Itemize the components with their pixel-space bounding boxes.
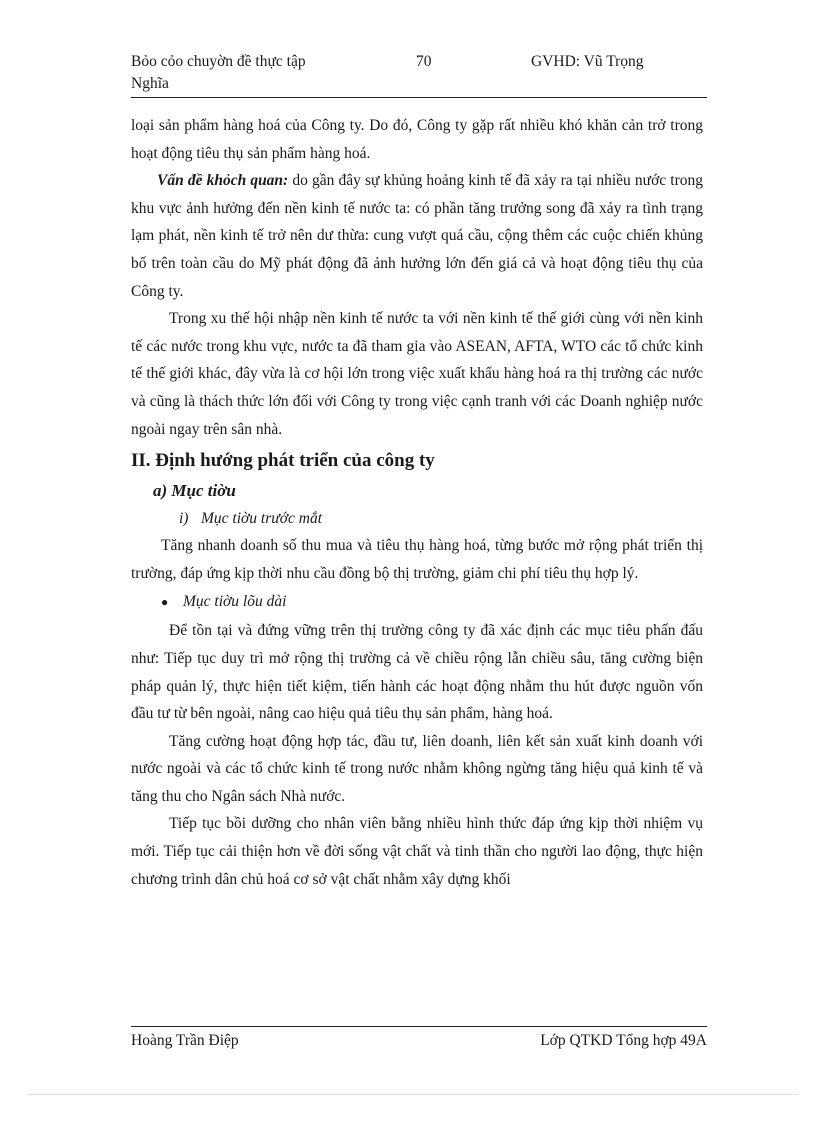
paragraph-training: Tiếp tục bồi dưỡng cho nhân viên bằng nhiều hình thức đáp ứng kịp thời nhiệm vụ mới. Tiếp tục cải thiện hơn về đời sống vật chất và tinh thần cho người lao động, thực hiện chương trình dân chủ hoá cơ sở vật chất nhằm xây dựng khối [131, 815, 703, 888]
header-supervisor: GVHD: Vũ Trọng [531, 53, 644, 70]
item-short-term-heading [131, 505, 703, 532]
paragraph-short-term-goals: Tăng nhanh doanh số thu mua và tiêu thụ hàng hoá, từng bước mở rộng phát triển thị trường, đáp ứng kịp thời nhu cầu đồng bộ thị trường, giảm chi phí tiêu thụ hợp lý. [131, 537, 703, 582]
subsection-heading: a) Mục tiờu [153, 481, 236, 501]
paragraph-integration: Trong xu thế hội nhập nền kinh tế nước ta với nền kinh tế thế giới cùng với nền kinh tế các nước trong khu vực, nước ta đã tham gia vào ASEAN, AFTA, WTO các tổ chức kinh tế thế giới khác, đây vừa là cơ hội lớn trong việc xuất khẩu hàng hoá ra thị trường các nước và cũng là thách thức lớn đối với Công ty trong việc cạnh tranh với các Doanh nghiệp nước ngoài ngay trên sân nhà. [131, 310, 703, 438]
header-page-number: 70 [416, 53, 432, 70]
page-header [131, 51, 707, 95]
header-divider [131, 97, 707, 98]
item-title: Mục tiờu trước mắt [201, 510, 322, 528]
paragraph-cooperation: Tăng cường hoạt động hợp tác, đầu tư, liên doanh, liên kết sản xuất kinh doanh với nước ngoài và các tổ chức kinh tế trong nước nhằm không ngừng tăng hiệu quả kinh tế và tăng thu cho Ngân sách Nhà nước. [131, 732, 703, 805]
item-number: i) [179, 510, 189, 528]
bullet-icon: ● [161, 595, 169, 610]
paragraph-difficulties: loại sản phẩm hàng hoá của Công ty. Do đó, Công ty gặp rất nhiều khó khăn cản trở trong hoạt động tiêu thụ sản phẩm hàng hoá. [131, 117, 703, 162]
footer-author: Hoàng Trần Điệp [131, 1032, 239, 1049]
header-report-title: Bỏo cỏo chuyờn đề thực tập Nghĩa [131, 53, 306, 92]
paragraph-objective-issues [131, 167, 703, 305]
document-body [131, 112, 703, 893]
footer-class: Lớp QTKD Tổng hợp 49A [540, 1032, 707, 1049]
footer-divider [131, 1026, 707, 1027]
page-boundary [28, 1094, 798, 1095]
bullet-title: Mục tiờu lõu dài [183, 593, 287, 611]
objective-issues-label: Vấn đề khỏch quan: [157, 172, 289, 190]
objective-issues-text: do gần đây sự khủng hoảng kinh tế đã xảy ra tại nhiều nước trong khu vực ảnh hưởng đến nền kinh tế nước ta: có phần tăng trưởng song đã xảy ra tình trạng lạm phát, nền kinh tế trở nên dư thừa: cung vượt quá cầu, cộng thêm các cuộc chiến khủng bố trên toàn cầu do Mỹ phát động đã ảnh hưởng lớn đến giá cả và hoạt động tiêu thụ của Công ty. [131, 172, 703, 300]
long-term-goal-bullet [131, 587, 703, 617]
paragraph-long-term-goals: Để tồn tại và đứng vững trên thị trường công ty đã xác định các mục tiêu phấn đấu như: Tiếp tục duy trì mở rộng thị trường cả về chiều rộng lẫn chiều sâu, tăng cường biện pháp quản lý, thực hiện tiết kiệm, tiến hành các hoạt động nhằm thu hút được nguồn vốn đầu tư từ bên ngoài, nâng cao hiệu quả tiêu thụ sản phẩm, hàng hoá. [131, 622, 703, 723]
section-heading: II. Định hướng phát triển của công ty [131, 450, 435, 472]
